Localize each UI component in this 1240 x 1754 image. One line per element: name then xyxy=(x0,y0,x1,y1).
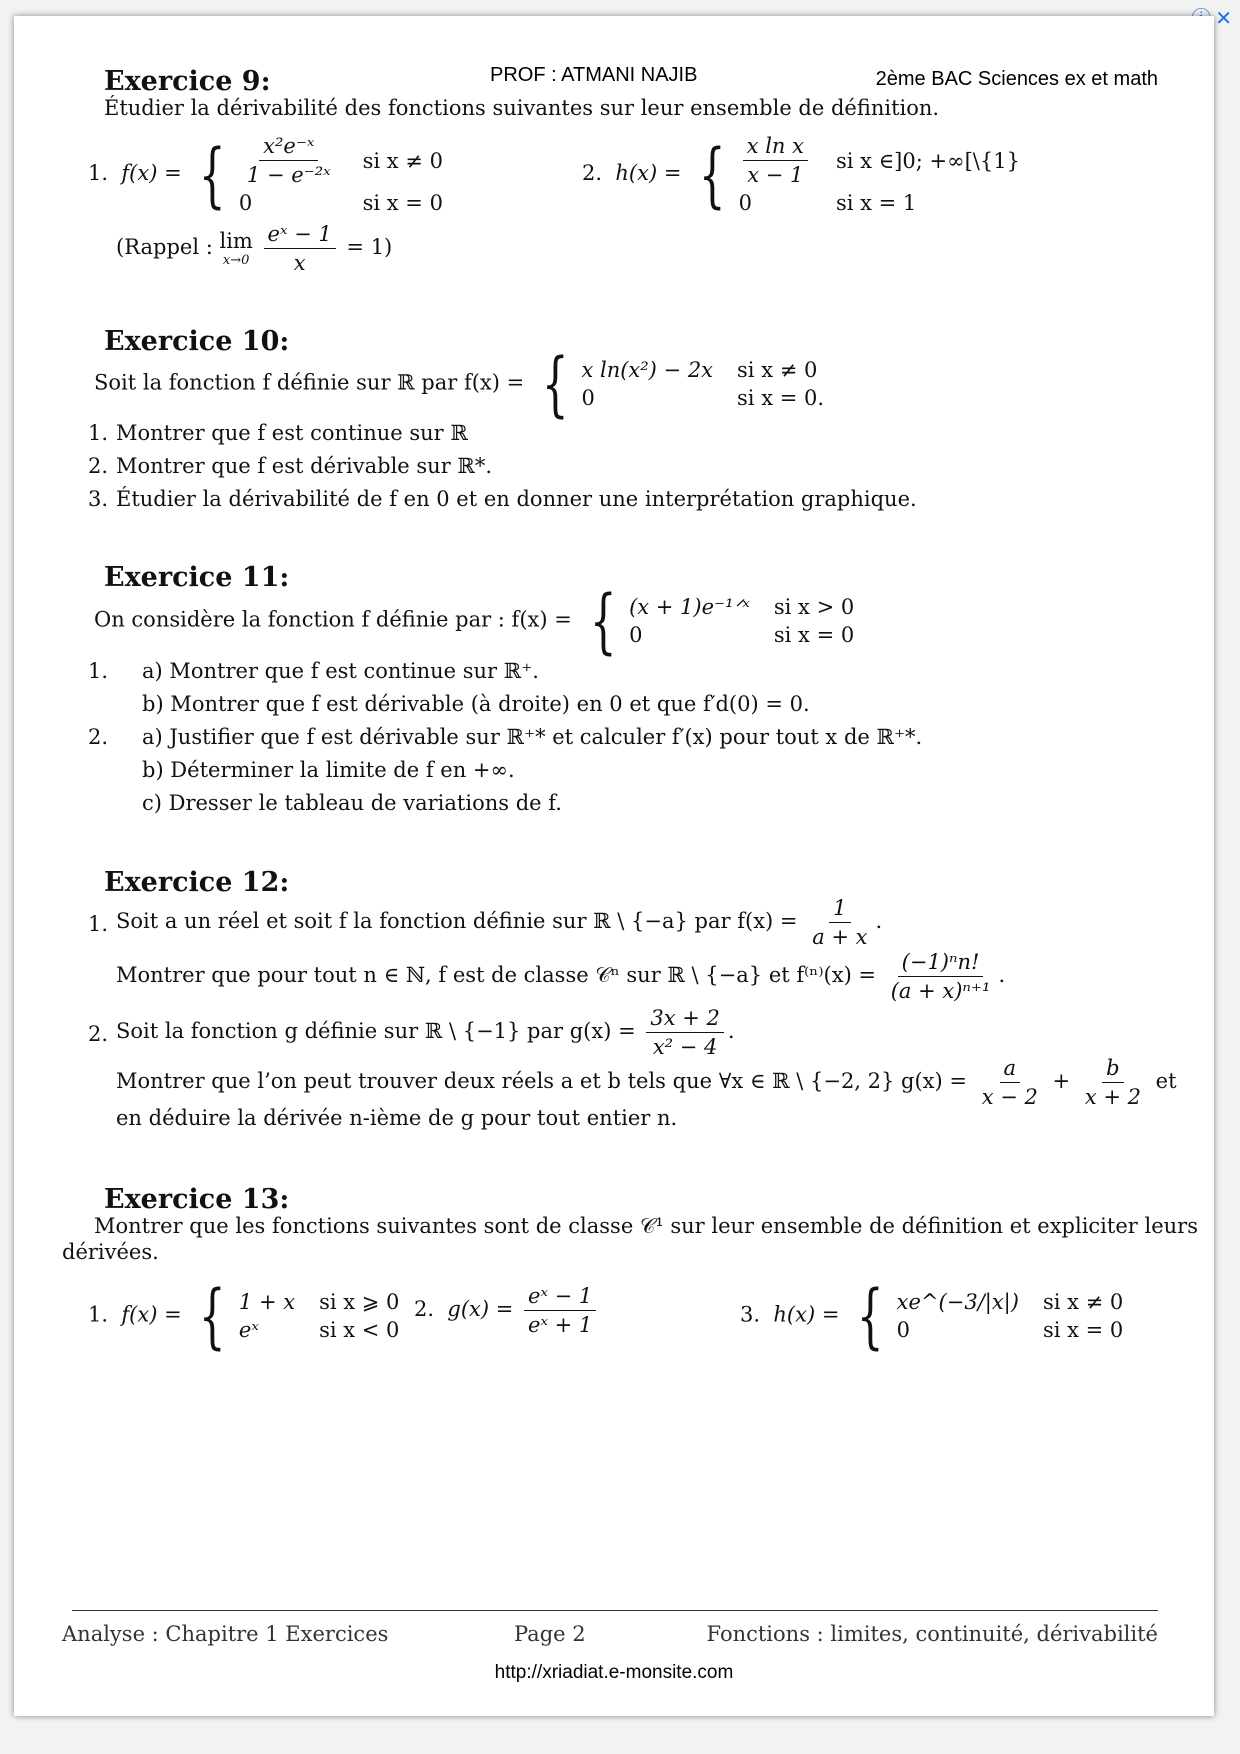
item-number: 2. xyxy=(582,161,603,185)
exercise-10-title: Exercice 10: xyxy=(104,326,290,357)
exercise-12-item-2-number: 2. xyxy=(88,1022,109,1046)
footer-left: Analyse : Chapitre 1 Exercices xyxy=(62,1622,389,1646)
exercise-12-title: Exercice 12: xyxy=(104,867,290,898)
fraction: $\frac{b}{x + 2}$ xyxy=(1084,1056,1141,1109)
exercise-11-item-1a: a) Montrer que f est continue sur ℝ⁺. xyxy=(142,659,539,683)
exercise-10-item-1: Montrer que f est continue sur ℝ xyxy=(116,421,468,445)
exercise-11-intro: On considère la fonction f définie par : f(x) = { (x + 1)e⁻¹ᐟˣ si x > 0 0 si x = 0 xyxy=(94,580,855,662)
exercise-12-item-1b: Montrer que pour tout n ∈ ℕ, f est de classe 𝒞ⁿ sur ℝ \ {−a} et f⁽ⁿ⁾(x) = $\frac{\text{(−1)ⁿn!}}{\text{(a + x)ⁿ⁺¹}}$ . xyxy=(116,950,1006,1003)
fraction: $\frac{a}{x - 2}$ xyxy=(981,1056,1038,1109)
piecewise xyxy=(579,580,855,662)
exercise-10-item-2-number: 2. xyxy=(88,454,109,478)
exercise-13-title: Exercice 13: xyxy=(104,1184,290,1215)
piecewise xyxy=(688,134,1020,215)
cases: $\frac{\text{x ln x}}{x - 1}$ si x ∈]0; +∞[\{1} 0 si x = 1 xyxy=(738,134,1020,215)
exercise-10-item-3-number: 3. xyxy=(88,487,109,511)
fraction: $\frac{3x + 2}{\text{x² − 4}}$ xyxy=(646,1006,724,1059)
footer-right: Fonctions : limites, continuité, dérivabilité xyxy=(706,1622,1158,1646)
exercise-13-item-f: 1. f(x) = { 1 + x si x ⩾ 0 eˣ si x < 0 xyxy=(88,1275,400,1357)
piecewise xyxy=(188,134,443,215)
exercise-12-item-1: Soit a un réel et soit f la fonction définie sur ℝ \ {−a} par f(x) = $\frac{1}{a + x}$ . xyxy=(116,896,883,949)
exercise-9-title: Exercice 9: xyxy=(104,66,271,97)
fraction: $\frac{\text{(−1)ⁿn!}}{\text{(a + x)ⁿ⁺¹}}$ xyxy=(890,950,991,1003)
header-author: PROF : ATMANI NAJIB xyxy=(490,64,698,86)
footer-rule xyxy=(72,1610,1158,1611)
brace: { xyxy=(589,580,617,662)
exercise-11-item-1-number: 1. xyxy=(88,659,109,683)
fraction: $\frac{\text{x ln x}}{x - 1}$ xyxy=(743,134,808,187)
exercise-10-item-2: Montrer que f est dérivable sur ℝ*. xyxy=(116,454,493,478)
exercise-9-intro: Étudier la dérivabilité des fonctions suivantes sur leur ensemble de définition. xyxy=(104,96,940,120)
brace: { xyxy=(199,133,227,216)
exercise-9-item-1 xyxy=(88,134,443,215)
piecewise xyxy=(188,1275,400,1357)
exercise-12-item-2b: Montrer que l’on peut trouver deux réels a et b tels que ∀x ∈ ℝ \ {−2, 2} g(x) = $\frac{a}{x - 2}$ + $\frac{b}{x + 2}$ et xyxy=(116,1056,1177,1109)
piecewise xyxy=(531,343,825,425)
item-number: 1. xyxy=(88,161,109,185)
brace: { xyxy=(699,133,726,216)
exercise-13-item-g: 2. g(x) = $\frac{\text{eˣ − 1}}{\text{eˣ + 1}}$ xyxy=(414,1284,600,1337)
cases: x ln(x²) − 2x si x ≠ 0 0 si x = 0. xyxy=(581,358,825,410)
exercise-10-item-3: Étudier la dérivabilité de f en 0 et en donner une interprétation graphique. xyxy=(116,487,917,511)
ad-close-icon[interactable]: ✕ xyxy=(1215,6,1232,30)
exercise-12-item-2c: en déduire la dérivée n-ième de g pour tout entier n. xyxy=(116,1106,678,1130)
cases: (x + 1)e⁻¹ᐟˣ si x > 0 0 si x = 0 xyxy=(629,595,855,647)
exercise-11-item-1b: b) Montrer que f est dérivable (à droite) en 0 et que f′d(0) = 0. xyxy=(142,692,810,716)
exercise-10-intro: Soit la fonction f définie sur ℝ par f(x) = { x ln(x²) − 2x si x ≠ 0 0 si x = 0. xyxy=(94,343,825,425)
exercise-12-item-2: Soit la fonction g définie sur ℝ \ {−1} par g(x) = $\frac{3x + 2}{\text{x² − 4}}$ . xyxy=(116,1006,735,1059)
brace: { xyxy=(541,343,569,425)
fraction: $\frac{\text{x²e⁻ˣ}}{\text{1 − e⁻²ˣ}}$ xyxy=(246,134,331,187)
exercise-9-rappel: (Rappel : lim x→0 $\frac{\text{eˣ − 1}}{x}$ = 1) xyxy=(116,222,393,275)
brace: { xyxy=(857,1275,884,1357)
exercise-13-item-h: 3. h(x) = { xe^(−3/|x|) si x ≠ 0 0 si x = 0 xyxy=(740,1275,1124,1357)
cases: 1 + x si x ⩾ 0 eˣ si x < 0 xyxy=(238,1290,400,1342)
function-lhs: h(x) = xyxy=(615,161,682,185)
limit: lim x→0 xyxy=(219,229,253,268)
exercise-11-item-2b: b) Déterminer la limite de f en +∞. xyxy=(142,758,515,782)
fraction: $\frac{\text{eˣ − 1}}{\text{eˣ + 1}}$ xyxy=(524,1284,596,1337)
header-level: 2ème BAC Sciences ex et math xyxy=(875,68,1158,90)
brace: { xyxy=(199,1275,227,1357)
exercise-13-intro-line-1: Montrer que les fonctions suivantes sont de classe 𝒞¹ sur leur ensemble de définition et expliciter leurs xyxy=(94,1214,1198,1238)
fraction: $\frac{\text{eˣ − 1}}{x}$ xyxy=(264,222,336,275)
piecewise xyxy=(846,1275,1124,1357)
cases: $\frac{\text{x²e⁻ˣ}}{\text{1 − e⁻²ˣ}}$ si x ≠ 0 0 si x = 0 xyxy=(238,134,443,215)
site-url-link[interactable]: http://xriadiat.e-monsite.com xyxy=(494,1662,734,1683)
cases: xe^(−3/|x|) si x ≠ 0 0 si x = 0 xyxy=(896,1290,1124,1342)
exercise-10-item-1-number: 1. xyxy=(88,421,109,445)
fraction: $\frac{1}{a + x}$ xyxy=(812,896,868,949)
function-lhs: f(x) = xyxy=(121,161,182,185)
exercise-11-item-2a: a) Justifier que f est dérivable sur ℝ⁺* et calculer f′(x) pour tout x de ℝ⁺*. xyxy=(142,725,923,749)
exercise-11-item-2c: c) Dresser le tableau de variations de f. xyxy=(142,791,562,815)
document-page xyxy=(14,16,1214,1716)
exercise-9-item-2 xyxy=(582,134,1020,215)
exercise-13-intro-line-2: dérivées. xyxy=(62,1240,159,1264)
exercise-11-item-2-number: 2. xyxy=(88,725,109,749)
footer-page-number: Page 2 xyxy=(514,1622,586,1646)
exercise-11-title: Exercice 11: xyxy=(104,562,290,593)
exercise-12-item-1-number: 1. xyxy=(88,912,109,936)
